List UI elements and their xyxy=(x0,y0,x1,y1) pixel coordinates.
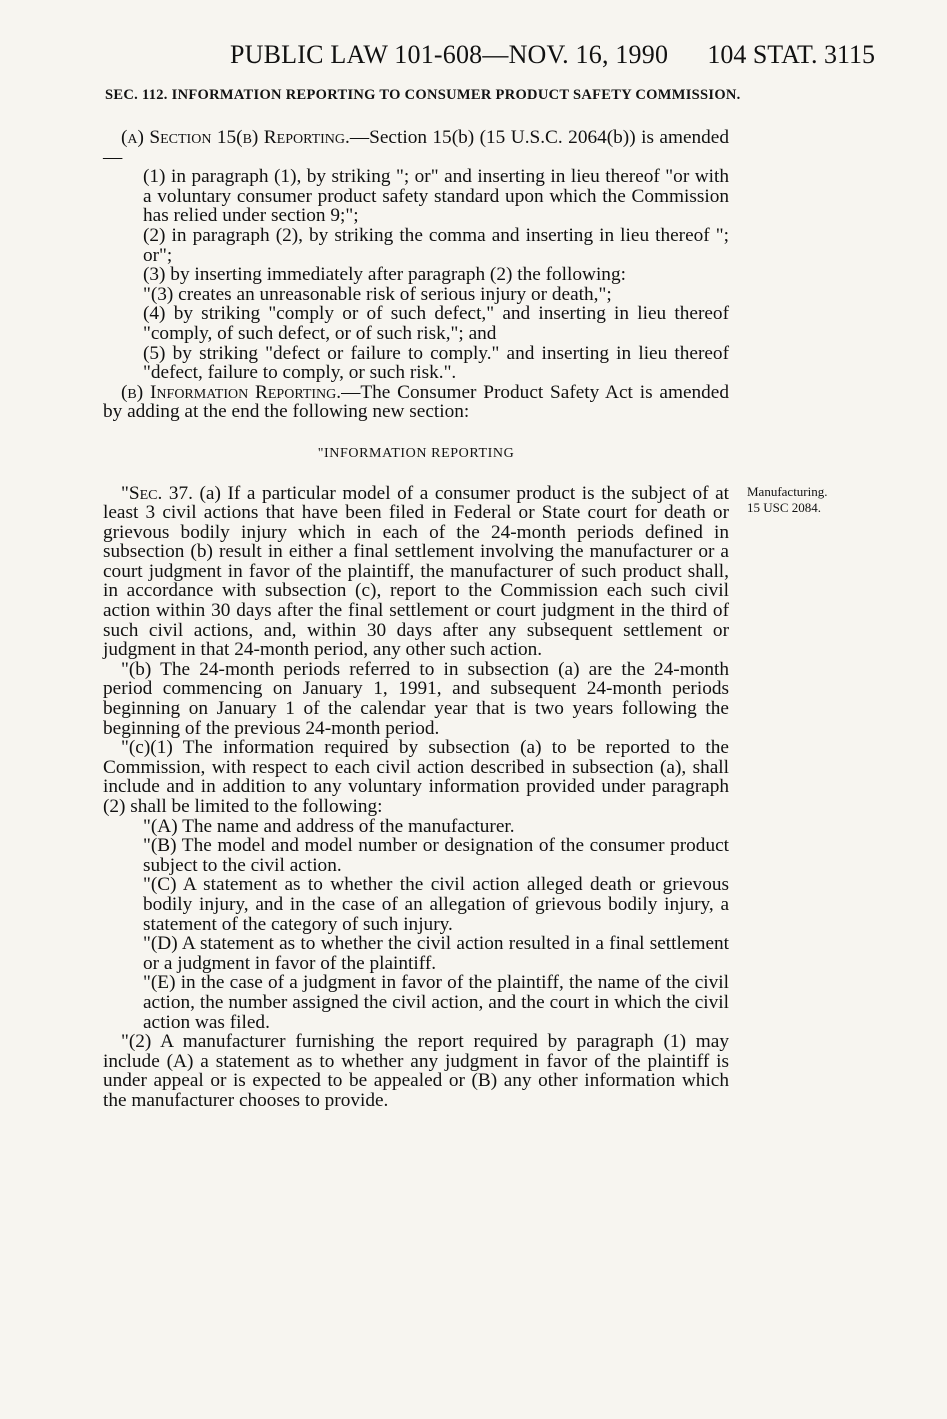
amendment-item-2: (2) in paragraph (2), by striking the comma and inserting in lieu thereof "; or"; xyxy=(143,224,729,266)
section-37-b: "(b) The 24-month periods referred to in subsection (a) are the 24-month period commencing on January 1, 1991, and subsequent 24-month periods beginning on January 1 of the calendar year that is two years following the beginning of the previous 24-month period. xyxy=(103,658,729,739)
section-37-c1-A: "(A) The name and address of the manufacturer. xyxy=(143,815,515,837)
section-37-label: "Sec. xyxy=(121,482,163,504)
amendment-item-3-quote: "(3) creates an unreasonable risk of serious injury or death,"; xyxy=(143,283,612,305)
margin-note-topic: Manufacturing. xyxy=(747,484,828,499)
paragraph-a2 xyxy=(103,226,729,265)
section-heading: SEC. 112. INFORMATION REPORTING TO CONSUMER PRODUCT SAFETY COMMISSION. xyxy=(105,87,741,103)
paragraph-a xyxy=(103,128,729,167)
subsection-b-label: (b) Information Reporting. xyxy=(121,381,342,403)
section-37-c1-B: "(B) The model and model number or designation of the consumer product subject to the civil action. xyxy=(143,835,729,876)
subsection-a-label: (a) Section 15(b) Reporting. xyxy=(121,127,350,148)
amendment-item-5: (5) by striking "defect or failure to comply." and inserting in lieu thereof "defect, failure to comply, or such risk.". xyxy=(143,342,729,384)
amendment-item-3: (3) by inserting immediately after paragraph (2) the following: xyxy=(143,264,626,286)
paragraph-b xyxy=(103,383,729,422)
paragraph-a5 xyxy=(103,344,729,383)
section-37-c1: "(c)(1) The information required by subsection (a) to be reported to the Commission, with respect to each civil action described in subsection (a), shall include and in addition to any voluntary information provided under paragraph (2) shall be limited to the following: xyxy=(103,737,729,817)
running-header-title: PUBLIC LAW 101-608—NOV. 16, 1990 xyxy=(230,40,669,69)
subsection-b-intro: —The Consumer Product Safety Act is amended by adding at the end the following new section: xyxy=(103,381,729,423)
running-header-page-number: 104 STAT. 3115 xyxy=(707,40,875,69)
amendment-item-4: (4) by striking "comply or of such defect," and inserting in lieu thereof "comply, of such defect, or of such risk,"; and xyxy=(143,303,729,344)
subsection-a-intro: —Section 15(b) (15 U.S.C. 2064(b)) is amended— xyxy=(103,127,729,168)
section-37-c2: "(2) A manufacturer furnishing the report required by paragraph (1) may include (A) a statement as to whether any judgment in favor of the plaintiff is under appeal or is expected to be appealed or (B) any other information which the manufacturer chooses to provide. xyxy=(103,1031,729,1111)
section-37-a xyxy=(103,484,729,660)
paragraph-a4 xyxy=(103,304,729,343)
section-37-c1-C: "(C) A statement as to whether the civil action alleged death or grievous bodily injury, and in the case of an allegation of grievous bodily injury, a statement of the category of such injury. xyxy=(143,874,729,935)
margin-note xyxy=(747,484,828,516)
amendment-item-1: (1) in paragraph (1), by striking "; or" and inserting in lieu thereof "or with a voluntary consumer product safety standard upon which the Commission has relied under section 9;"; xyxy=(143,166,729,227)
document-body xyxy=(103,128,729,1111)
paragraph-a3 xyxy=(103,265,729,285)
section-37-c1-D: "(D) A statement as to whether the civil action resulted in a final settlement or a judgment in favor of the plaintiff. xyxy=(143,933,729,974)
section-37-c1-E: "(E) in the case of a judgment in favor of the plaintiff, the name of the civil action, the number assigned the civil action, and the court in which the civil action was filed. xyxy=(143,972,729,1033)
paragraph-a1 xyxy=(103,167,729,226)
section-37-a-text: 37. (a) If a particular model of a consumer product is the subject of at least 3 civil actions that have been filed in Federal or State court for death or grievous bodily injury which in each of the 24-month periods defined in subsection (b) result in either a final settlement involving the manufacturer or a court judgment in favor of the plaintiff, the manufacturer of such product shall, in accordance with subsection (c), report to the Commission each such civil action within 30 days after the final settlement or court judgment in the third of such civil actions, and, within 30 days after any subsequent settlement or judgment in that 24-month period, any other such action. xyxy=(103,482,729,661)
paragraph-a3-quote xyxy=(103,285,729,305)
new-section-heading: "INFORMATION REPORTING xyxy=(317,445,515,461)
margin-note-citation: 15 USC 2084. xyxy=(747,500,822,515)
